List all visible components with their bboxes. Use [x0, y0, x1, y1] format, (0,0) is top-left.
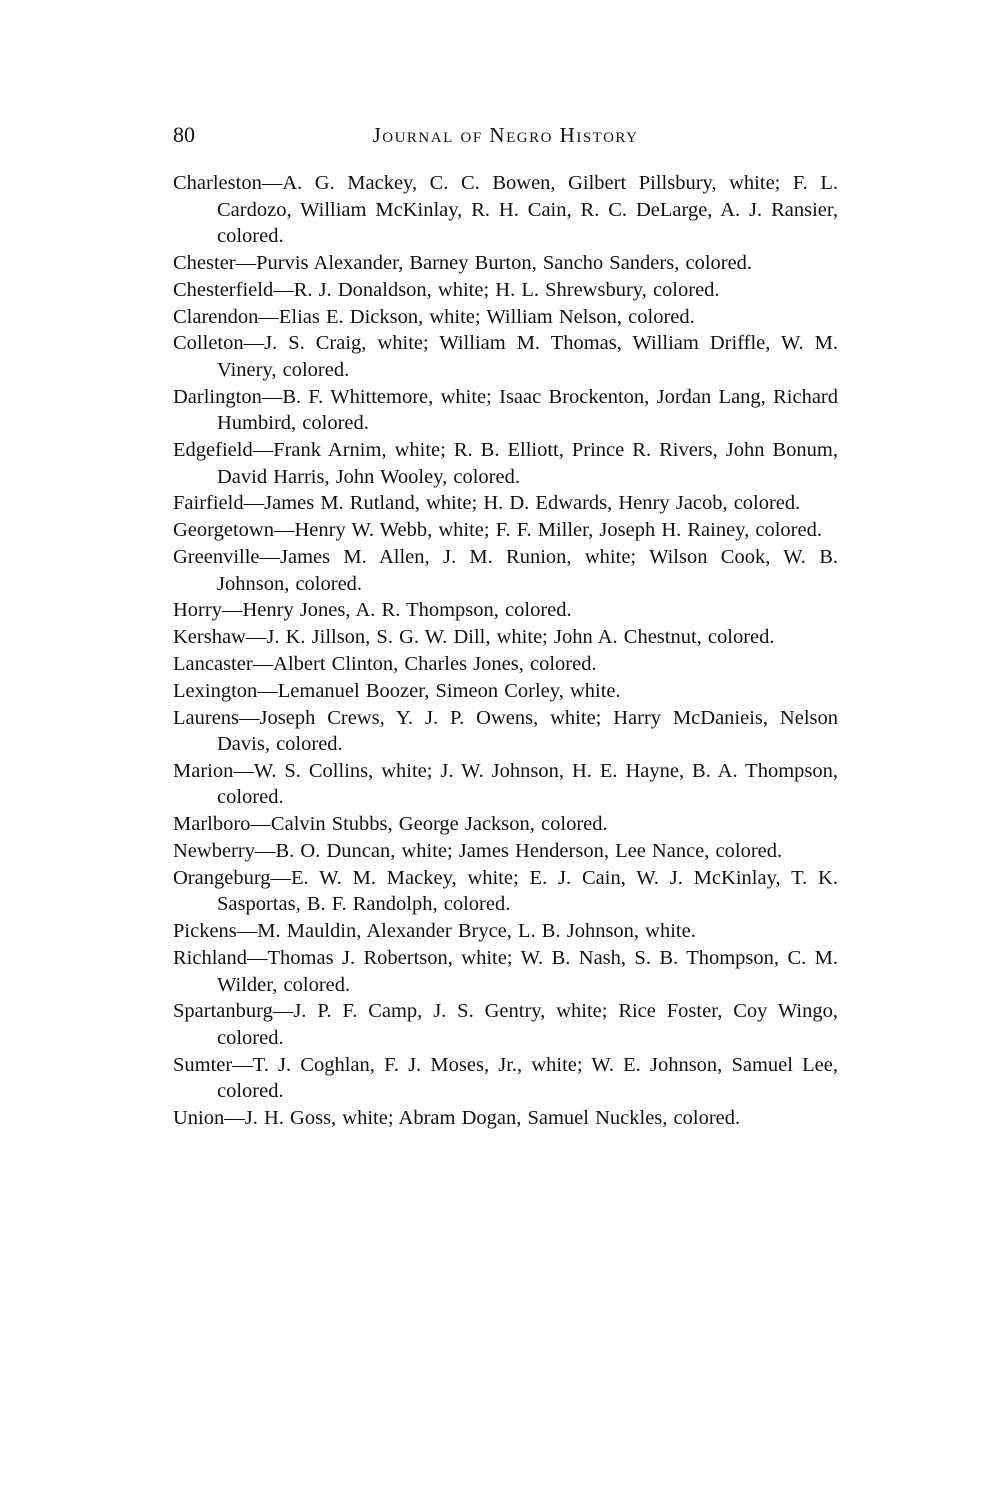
county-entry: Newberry—B. O. Duncan, white; James Henderson, Lee Nance, colored. [173, 840, 783, 863]
county-entry: Sumter—T. J. Coghlan, F. J. Moses, Jr., white; W. E. Johnson, Samuel Lee, colored. [173, 1053, 838, 1103]
county-entry: Chester—Purvis Alexander, Barney Burton, Sancho Sanders, colored. [173, 251, 753, 274]
page-number: 80 [173, 122, 195, 147]
county-entry: Greenville—James M. Allen, J. M. Runion, white; Wilson Cook, W. B. Johnson, colored. [173, 546, 838, 595]
county-entry: Fairfield—James M. Rutland, white; H. D. Edwards, Henry Jacob, colored. [173, 492, 801, 515]
county-entry: Darlington—B. F. Whittemore, white; Isaac Brockenton, Jordan Lang, Richard Humbird, colored. [173, 385, 838, 435]
county-entry: Union—J. H. Goss, white; Abram Dogan, Samuel Nuckles, colored. [173, 1107, 741, 1130]
county-entry: Georgetown—Henry W. Webb, white; F. F. Miller, Joseph H. Rainey, colored. [173, 519, 822, 542]
county-entry: Orangeburg—E. W. M. Mackey, white; E. J. Cain, W. J. McKinlay, T. K. Sasportas, B. F. Randolph, colored. [173, 866, 838, 916]
running-head: Journal of Negro History [372, 123, 639, 147]
page-header [173, 121, 838, 151]
county-entry: Charleston—A. G. Mackey, C. C. Bowen, Gilbert Pillsbury, white; F. L. Cardozo, William McKinlay, R. H. Cain, R. C. DeLarge, A. J. Ransier, colored. [173, 172, 838, 248]
county-entry: Marlboro—Calvin Stubbs, George Jackson, colored. [173, 813, 608, 836]
county-entry: Spartanburg—J. P. F. Camp, J. S. Gentry, white; Rice Foster, Coy Wingo, colored. [173, 1000, 838, 1049]
county-entry: Richland—Thomas J. Robertson, white; W. B. Nash, S. B. Thompson, C. M. Wilder, colored. [173, 946, 838, 996]
county-entry: Kershaw—J. K. Jillson, S. G. W. Dill, white; John A. Chestnut, colored. [173, 626, 775, 649]
county-entry: Laurens—Joseph Crews, Y. J. P. Owens, white; Harry McDanieis, Nelson Davis, colored. [173, 706, 838, 756]
county-entry: Marion—W. S. Collins, white; J. W. Johnson, H. E. Hayne, B. A. Thompson, colored. [173, 759, 838, 809]
county-entry: Clarendon—Elias E. Dickson, white; William Nelson, colored. [173, 305, 695, 328]
county-entry: Chesterfield—R. J. Donaldson, white; H. L. Shrewsbury, colored. [173, 278, 720, 301]
county-entry: Horry—Henry Jones, A. R. Thompson, colored. [173, 599, 572, 622]
county-entry: Edgefield—Frank Arnim, white; R. B. Elliott, Prince R. Rivers, John Bonum, David Harris, John Wooley, colored. [173, 439, 838, 488]
county-delegation-list [173, 170, 838, 1132]
county-entry: Lancaster—Albert Clinton, Charles Jones, colored. [173, 652, 597, 675]
county-entry: Colleton—J. S. Craig, white; William M. Thomas, William Driffle, W. M. Vinery, colored. [173, 332, 838, 381]
county-entry: Pickens—M. Mauldin, Alexander Bryce, L. B. Johnson, white. [173, 920, 696, 943]
county-entry: Lexington—Lemanuel Boozer, Simeon Corley, white. [173, 679, 621, 702]
